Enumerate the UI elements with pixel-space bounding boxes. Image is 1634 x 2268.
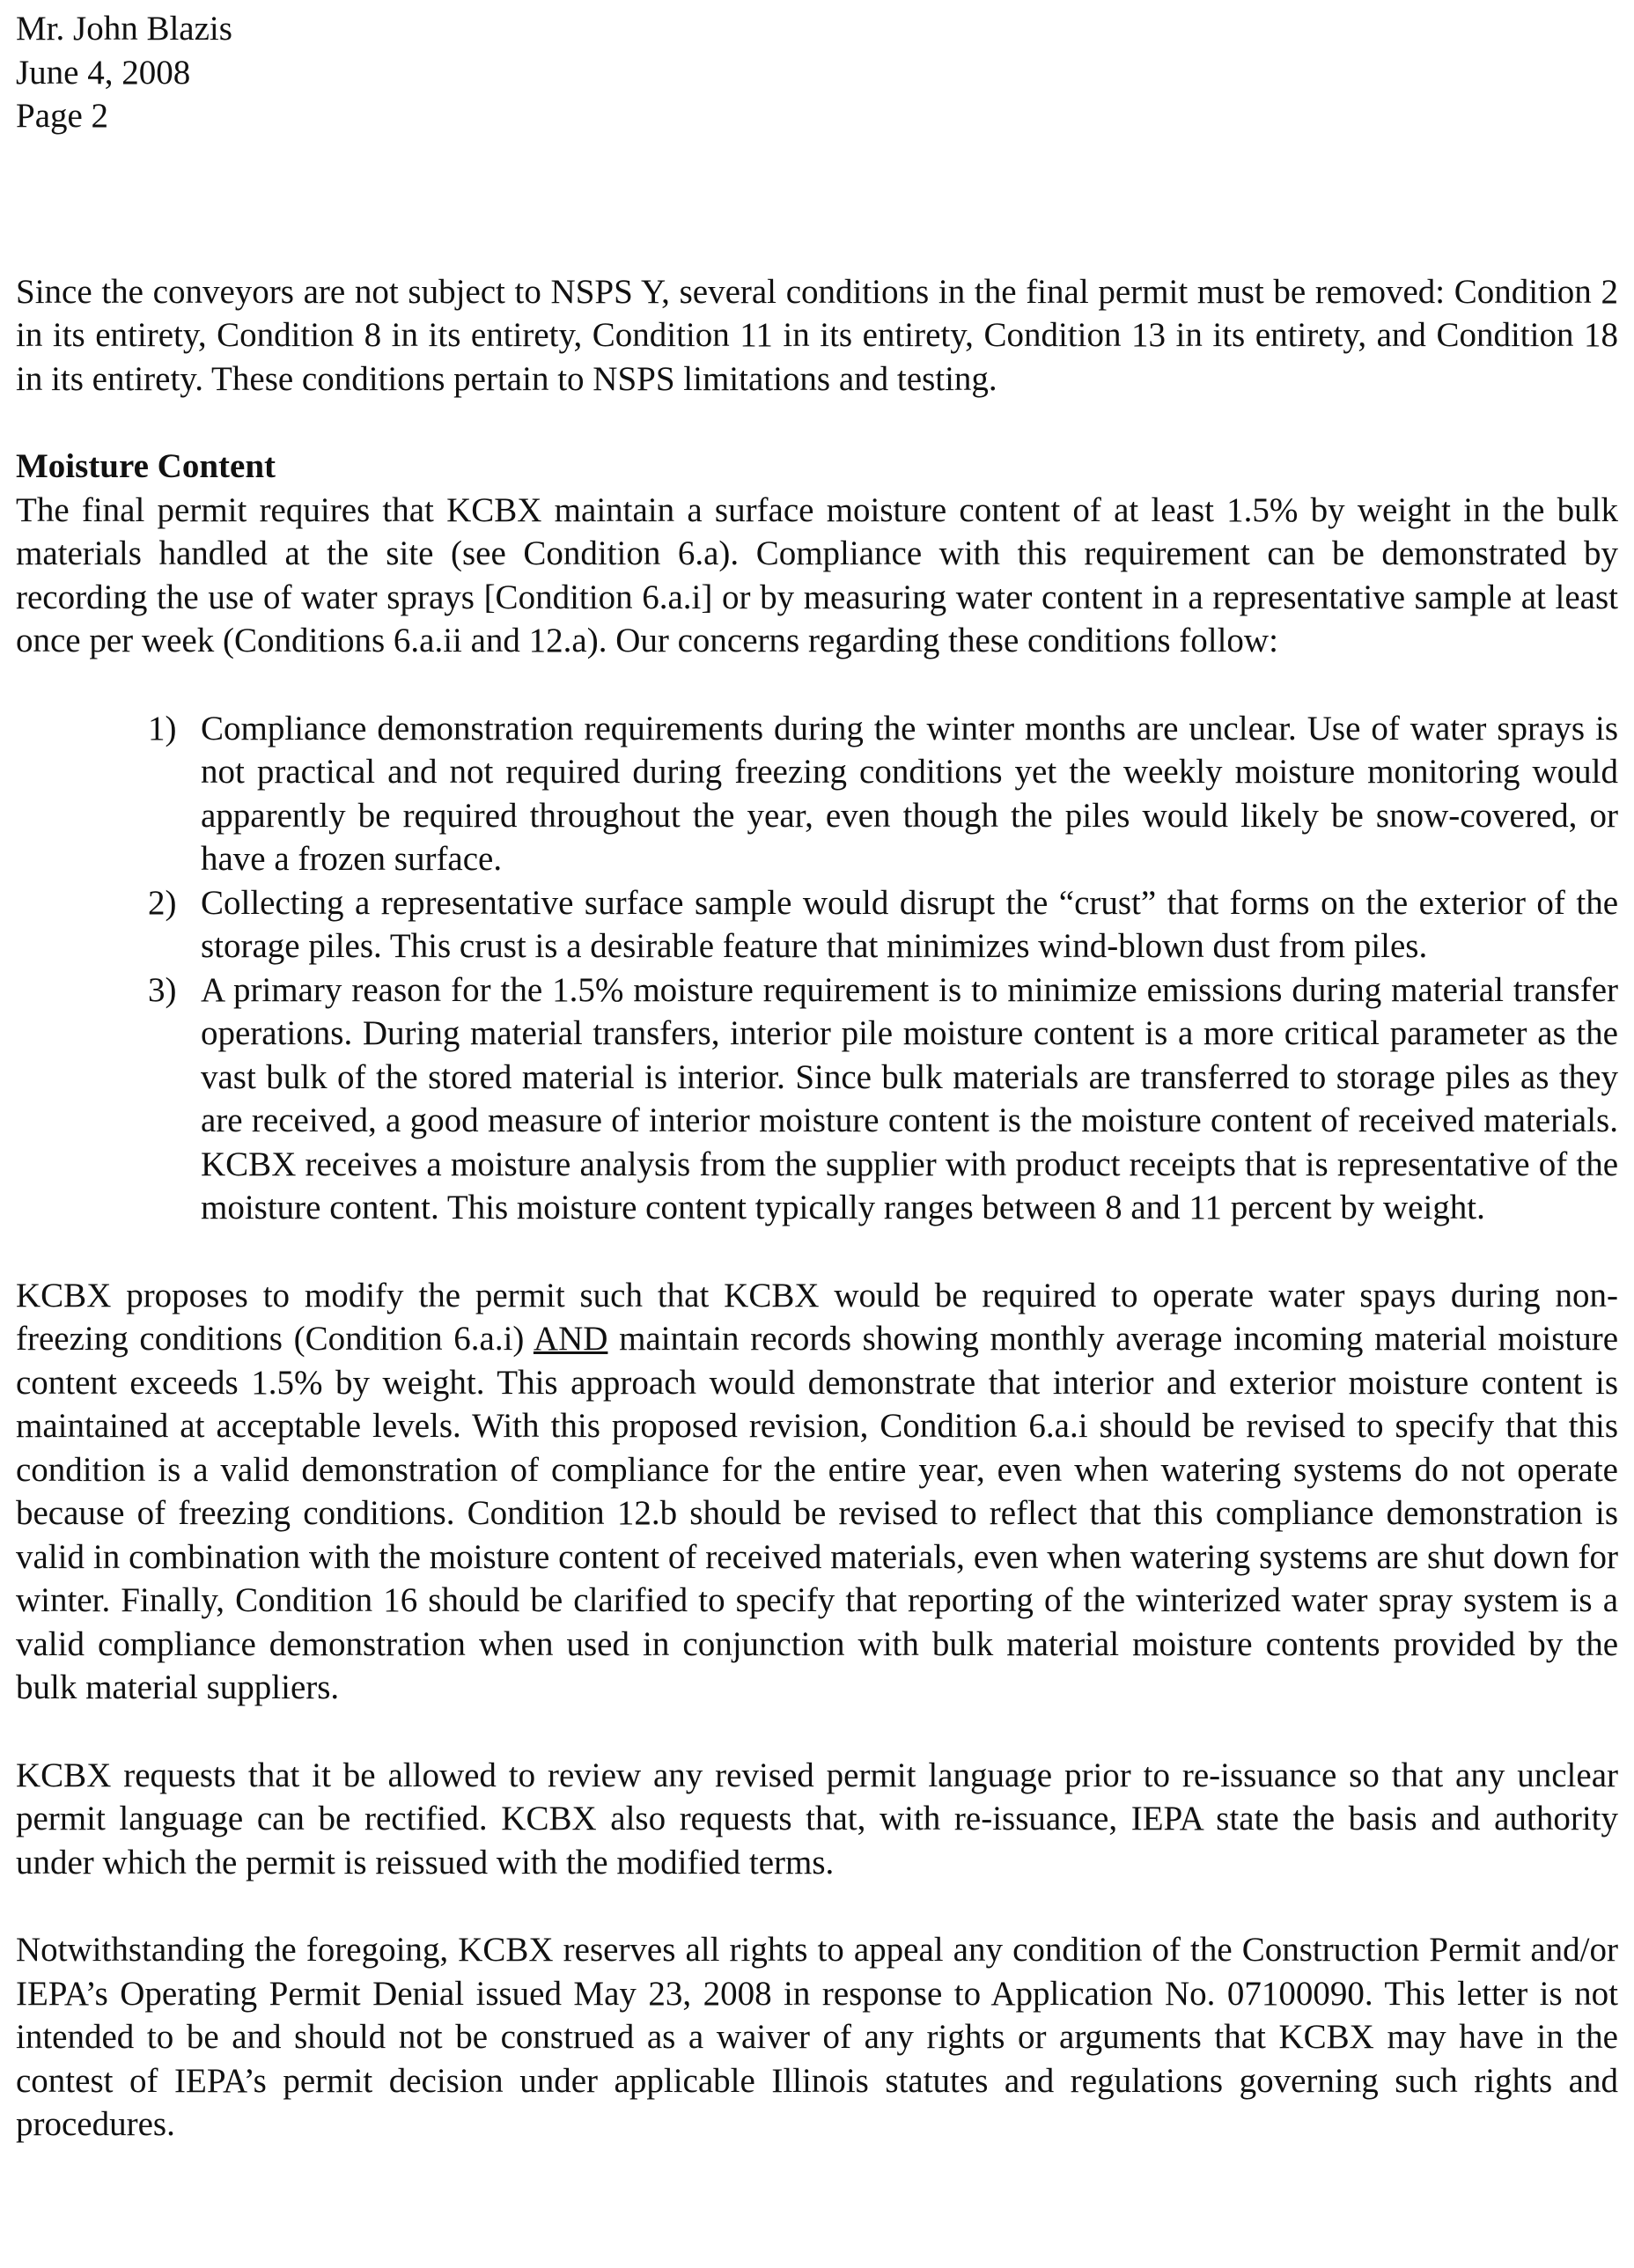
paragraph-spacer [16, 401, 1618, 445]
proposal-text-after: maintain records showing monthly average incoming material moisture content exceeds 1.5% by weight. This approach would demonstrate that interior and exterior moisture content is maintained at acceptable levels. With this proposed revision, Condition 6.a.i should be revised to specify that this condition is a valid demonstration of compliance for the entire year, even when watering systems do not operate because of freezing conditions. Condition 12.b should be revised to reflect that this compliance demonstration is valid in combination with the moisture content of received materials, even when watering systems are shut down for winter. Finally, Condition 16 should be clarified to specify that reporting of the winterized water spray system is a valid compliance demonstration when used in conjunction with bulk material moisture contents provided by the bulk material suppliers. [16, 1320, 1618, 1706]
moisture-content-section [16, 445, 1618, 1230]
paragraph-spacer [16, 1230, 1618, 1274]
intro-paragraph: Since the conveyors are not subject to NSPS Y, several conditions in the final permit must be removed: Condition 2 in its entirety, Condition 8 in its entirety, Condition 11 in its entirety, Condition 13 in its entirety, and Condition 18 in its entirety. These conditions pertain to NSPS limitations and testing. [16, 272, 1618, 398]
proposal-text-before: KCBX proposes to modify the permit such that KCBX would be required to operate water spays during non-freezing conditions (Condition 6.a.i) [16, 1276, 1618, 1358]
letter-date: June 4, 2008 [16, 53, 191, 92]
proposal-paragraph [16, 1274, 1618, 1710]
list-item [16, 968, 1618, 1230]
list-item-text: Compliance demonstration requirements during the winter months are unclear. Use of water sprays is not practical and not required during freezing conditions yet the weekly moisture monitoring would apparently be required throughout the year, even though the piles would likely be snow-covered, or have a frozen surface. [201, 709, 1618, 878]
concerns-list [16, 707, 1618, 1230]
list-item [16, 707, 1618, 881]
recipient-name: Mr. John Blazis [16, 10, 232, 48]
page-number: Page 2 [16, 97, 109, 135]
header-spacer [16, 138, 1618, 270]
paragraph-spacer [16, 1884, 1618, 1928]
proposal-underlined-and: AND [533, 1320, 608, 1358]
moisture-body-paragraph: The final permit requires that KCBX maintain a surface moisture content of at least 1.5% by weight in the bulk materials handled at the site (see Condition 6.a). Compliance with this requirement can be demonstrated by recording the use of water sprays [Condition 6.a.i] or by measuring water content in a representative sample at least once per week (Conditions 6.a.ii and 12.a). Our concerns regarding these conditions follow: [16, 490, 1618, 659]
list-item-number: 1) [148, 709, 177, 747]
letter-header [16, 7, 1618, 138]
paragraph-spacer [16, 1710, 1618, 1754]
list-item-text: A primary reason for the 1.5% moisture requirement is to minimize emissions during material transfer operations. During material transfers, interior pile moisture content is a more critical parameter as the vast bulk of the stored material is interior. Since bulk materials are transferred to storage piles as they are received, a good measure of interior moisture content is the moisture content of received materials. KCBX receives a moisture analysis from the supplier with product receipts that is representative of the moisture content. This moisture content typically ranges between 8 and 11 percent by weight. [201, 970, 1618, 1226]
list-item [16, 881, 1618, 968]
list-item-text: Collecting a representative surface sample would disrupt the “crust” that forms on the exterior of the storage piles. This crust is a desirable feature that minimizes wind-blown dust from piles. [201, 883, 1618, 965]
section-heading: Moisture Content [16, 447, 276, 485]
review-paragraph: KCBX requests that it be allowed to review any revised permit language prior to re-issuance so that any unclear permit language can be rectified. KCBX also requests that, with re-issuance, IEPA state the basis and authority under which the permit is reissued with the modified terms. [16, 1756, 1618, 1881]
rights-paragraph: Notwithstanding the foregoing, KCBX reserves all rights to appeal any condition of the Construction Permit and/or IEPA’s Operating Permit Denial issued May 23, 2008 in response to Application No. 07100090. This letter is not intended to be and should not be construed as a waiver of any rights or arguments that KCBX may have in the contest of IEPA’s permit decision under applicable Illinois statutes and regulations governing such rights and procedures. [16, 1931, 1618, 2143]
list-item-number: 2) [148, 883, 177, 922]
list-item-number: 3) [148, 970, 177, 1009]
